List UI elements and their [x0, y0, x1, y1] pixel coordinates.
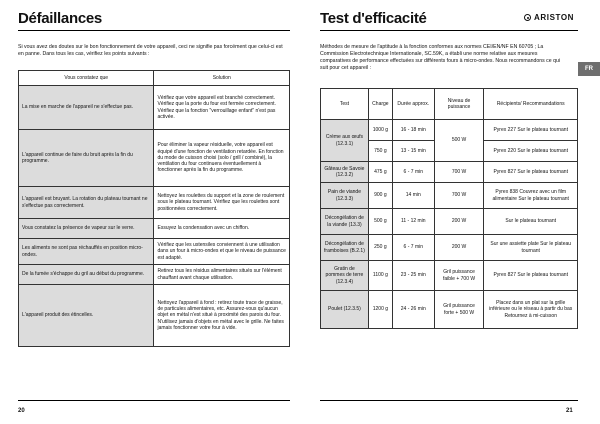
left-page-number: 20	[18, 408, 25, 414]
test-cell: Gâteau de Savoie (12.3.2)	[321, 162, 369, 183]
reco-cell: Pyrex 227 Sur le plateau tournant	[484, 120, 578, 141]
problem-cell: L'appareil produit des étincelles.	[19, 285, 154, 347]
troubleshooting-header-row	[19, 71, 290, 86]
left-intro-text: Si vous avez des doutes sur le bon fonctionnement de votre appareil, ceci ne signifie pas forcément que celui-ci est en panne. Dans tous les cas, vérifiez les points suivants :	[18, 44, 283, 57]
table-row	[321, 291, 578, 329]
charge-cell: 900 g	[368, 183, 392, 209]
solution-cell: Vérifiez que votre appareil est branché correctement. Vérifiez que la porte du four est fermée correctement. Vérifiez que la fonction "verrouillage enfant" n'est pas activée.	[154, 86, 290, 130]
test-cell: Pain de viande (12.3.3)	[321, 183, 369, 209]
test-cell: Crème aux œufs (12.3.1)	[321, 120, 369, 162]
table-row	[321, 183, 578, 209]
table-row	[19, 239, 290, 265]
problem-cell: La mise en marche de l'appareil ne s'effectue pas.	[19, 86, 154, 130]
reco-cell: Sur une assiette plate Sur le plateau tournant	[484, 235, 578, 261]
right-page-title: Test d'efficacité	[320, 10, 427, 27]
efficiency-test-table	[320, 88, 578, 329]
duree-cell: 24 - 26 min	[392, 291, 434, 329]
duree-cell: 23 - 25 min	[392, 261, 434, 291]
left-title-rule	[18, 30, 290, 31]
problem-cell: De la fumée s'échappe du gril au début du programme.	[19, 265, 154, 285]
right-intro-text: Méthodes de mesure de l'aptitude à la fonction conformes aux normes CEI/EN/NF EN 60705 ; La Commission Electrotechnique Internationale, SC.59K, a établi une norme relative aux mesures comparatives de performance effectuées sur différents fours à micro-ondes. Nous recommandons ce qui suit pour cet appareil :	[320, 44, 560, 71]
niveau-cell: 700 W	[434, 183, 484, 209]
header-recommandations: Récipients/ Recommandations	[484, 89, 578, 120]
problem-cell: Vous constatez la présence de vapeur sur le verre.	[19, 219, 154, 239]
solution-cell: Nettoyez l'appareil à fond : retirez toute trace de graisse, de particules alimentaires, etc. Assurez-vous qu'aucun objet en métal n'est situé à proximité des parois du four. N'utilisez jamais d'objets en métal avec le grille. Ne faites jamais fonctionner votre four à vide.	[154, 285, 290, 347]
header-duree: Durée approx.	[392, 89, 434, 120]
right-bottom-rule	[320, 400, 578, 401]
table-row	[19, 130, 290, 187]
test-cell: Décongélation de framboises (B.2.1)	[321, 235, 369, 261]
solution-cell: Essuyez la condensation avec un chiffon.	[154, 219, 290, 239]
table-row	[321, 235, 578, 261]
duree-cell: 6 - 7 min	[392, 162, 434, 183]
niveau-cell: Gril puissance forte + 500 W	[434, 291, 484, 329]
reco-cell: Pyrex 827 Sur le plateau tournant	[484, 162, 578, 183]
brand-name: ARISTON	[534, 13, 575, 22]
test-cell: Poulet (12.3.5)	[321, 291, 369, 329]
table-row	[19, 187, 290, 219]
language-tab: FR	[578, 62, 600, 76]
charge-cell: 1100 g	[368, 261, 392, 291]
niveau-cell: Gril puissance faible + 700 W	[434, 261, 484, 291]
brand-logo	[524, 13, 574, 22]
table-row	[321, 120, 578, 141]
reco-cell: Pyrex 827 Sur le plateau tournant	[484, 261, 578, 291]
header-charge: Charge	[368, 89, 392, 120]
problem-cell: L'appareil est bruyant. La rotation du plateau tournant ne s'effectue pas correctement.	[19, 187, 154, 219]
charge-cell: 250 g	[368, 235, 392, 261]
table-row	[19, 265, 290, 285]
charge-cell: 750 g	[368, 141, 392, 162]
header-problem: Vous constatez que	[19, 71, 154, 86]
header-niveau: Niveau de puissance	[434, 89, 484, 120]
duree-cell: 6 - 7 min	[392, 235, 434, 261]
reco-cell: Pyrex 838 Couvrez avec un film alimentaire Sur le plateau tournant	[484, 183, 578, 209]
table-row	[321, 261, 578, 291]
right-page-number: 21	[566, 408, 573, 414]
problem-cell: L'appareil continue de faire du bruit après la fin du programme.	[19, 130, 154, 187]
test-cell: Décongélation de la viande (13.3)	[321, 209, 369, 235]
troubleshooting-table	[18, 70, 290, 347]
right-title-rule	[320, 30, 578, 31]
table-row	[19, 86, 290, 130]
header-solution: Solution	[154, 71, 290, 86]
left-page-title: Défaillances	[18, 10, 102, 27]
reco-cell: Sur le plateau tournant	[484, 209, 578, 235]
brand-circle-icon	[524, 14, 531, 21]
header-test: Test	[321, 89, 369, 120]
solution-cell: Vérifiez que les ustensiles conviennent à une utilisation dans un four à micro-ondes et que le niveau de puissance est adapté.	[154, 239, 290, 265]
duree-cell: 14 min	[392, 183, 434, 209]
reco-cell: Pyrex 220 Sur le plateau tournant	[484, 141, 578, 162]
charge-cell: 1200 g	[368, 291, 392, 329]
reco-cell: Placez dans un plat sur la grille inférieure ou le réseau à partir du bas Retournez à mi-cuisson	[484, 291, 578, 329]
duree-cell: 11 - 12 min	[392, 209, 434, 235]
niveau-cell: 200 W	[434, 209, 484, 235]
solution-cell: Retirez tous les résidus alimentaires situés sur l'élément chauffant avant chaque utilisation.	[154, 265, 290, 285]
efficiency-header-row	[321, 89, 578, 120]
table-row	[19, 285, 290, 347]
duree-cell: 13 - 15 min	[392, 141, 434, 162]
table-row	[19, 219, 290, 239]
duree-cell: 16 - 18 min	[392, 120, 434, 141]
table-row	[321, 162, 578, 183]
solution-cell: Nettoyez les roulettes du support et la zone de roulement sous le plateau tournant. Vérifiez que les roulettes sont positionnées correctement.	[154, 187, 290, 219]
charge-cell: 500 g	[368, 209, 392, 235]
problem-cell: Les aliments ne sont pas réchauffés en position micro-ondes.	[19, 239, 154, 265]
solution-cell: Pour éliminer la vapeur résiduelle, votre appareil est équipé d'une fonction de ventilation retardée. En fonction du mode de cuisson choisi (solo / grill / combiné), la ventilation du four continuera éventuellement à fonctionner après la fin du programme.	[154, 130, 290, 187]
niveau-cell: 500 W	[434, 120, 484, 162]
charge-cell: 1000 g	[368, 120, 392, 141]
test-cell: Gratin de pommes de terre (12.3.4)	[321, 261, 369, 291]
niveau-cell: 200 W	[434, 235, 484, 261]
table-row	[321, 209, 578, 235]
left-bottom-rule	[18, 400, 290, 401]
charge-cell: 475 g	[368, 162, 392, 183]
niveau-cell: 700 W	[434, 162, 484, 183]
